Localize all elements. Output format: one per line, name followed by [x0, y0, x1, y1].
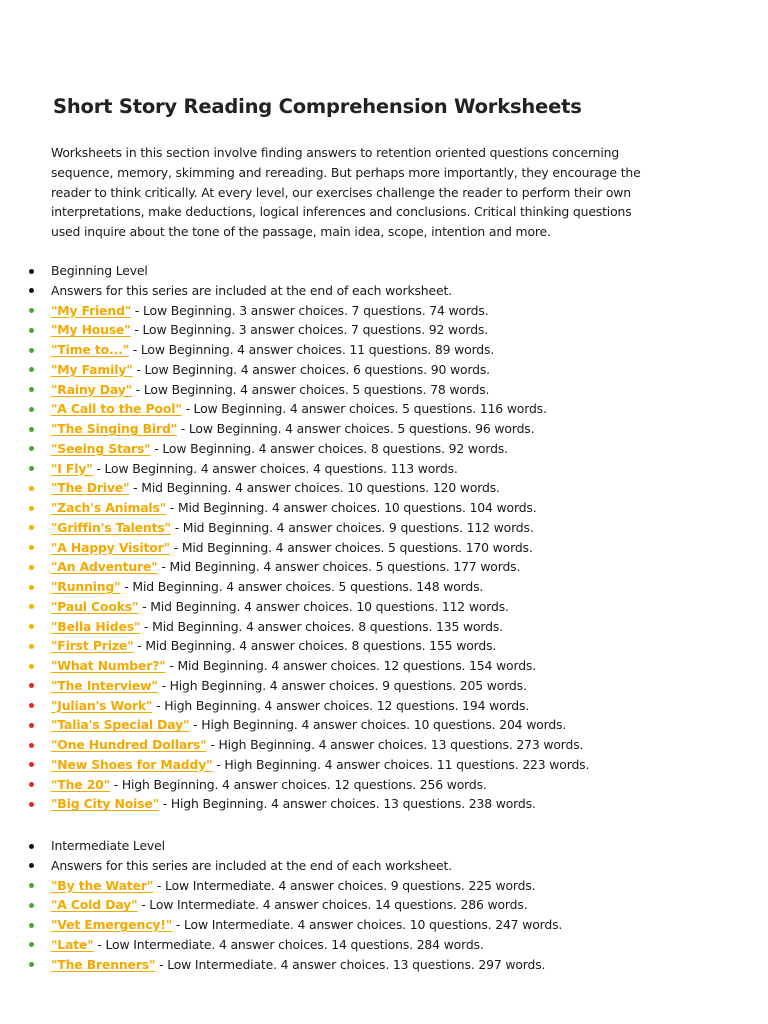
bullet-icon — [29, 624, 34, 629]
list-item — [0, 518, 768, 538]
list-item — [0, 715, 768, 735]
bullet-icon — [29, 585, 34, 590]
list-item — [0, 459, 768, 479]
worksheet-description: - High Beginning. 4 answer choices. 12 questions. 194 words. — [152, 697, 530, 713]
list-item-text — [51, 876, 535, 896]
worksheet-link[interactable]: "The 20" — [51, 776, 110, 792]
intro-line: interpretations, make deductions, logical inferences and conclusions. Critical thinking questions — [51, 204, 632, 220]
bullet-icon — [29, 703, 34, 708]
bullet-icon — [29, 525, 34, 530]
bullet-icon — [29, 506, 34, 511]
bullet-icon — [29, 387, 34, 392]
worksheet-description: - Low Intermediate. 4 answer choices. 13 questions. 297 words. — [155, 956, 546, 972]
bullet-icon — [29, 565, 34, 570]
list-item — [0, 656, 768, 676]
worksheet-description: - Low Beginning. 3 answer choices. 7 questions. 92 words. — [130, 322, 488, 338]
list-item — [0, 755, 768, 775]
list-item — [0, 281, 768, 301]
list-item-text — [51, 775, 487, 795]
worksheet-description: - Mid Beginning. 4 answer choices. 10 questions. 120 words. — [129, 480, 500, 496]
worksheet-link[interactable]: "Rainy Day" — [51, 381, 132, 397]
worksheet-link[interactable]: "Running" — [51, 579, 121, 594]
bullet-icon — [29, 802, 34, 807]
bullet-icon — [29, 604, 34, 609]
worksheet-link[interactable]: "Zach's Animals" — [51, 500, 167, 515]
list-item — [0, 419, 768, 439]
worksheet-link[interactable]: "The Drive" — [51, 480, 130, 496]
list-item — [0, 696, 768, 716]
list-item — [0, 399, 768, 419]
list-item — [0, 935, 768, 955]
list-item-text — [51, 617, 503, 637]
list-item-text — [51, 419, 534, 439]
worksheet-link[interactable]: "Vet Emergency!" — [51, 917, 173, 932]
list-item — [0, 676, 768, 696]
list-item — [0, 794, 768, 814]
worksheet-link[interactable]: "Time to..." — [51, 342, 129, 357]
worksheet-link[interactable]: "Paul Cooks" — [51, 598, 139, 614]
worksheet-description: - Low Intermediate. 4 answer choices. 14 questions. 286 words. — [137, 897, 528, 913]
level-heading: Intermediate Level — [51, 838, 165, 853]
worksheet-description: - High Beginning. 4 answer choices. 12 questions. 256 words. — [109, 776, 487, 792]
intro-line: sequence, memory, skimming and rereading. But perhaps more importantly, they encourage the — [51, 164, 641, 180]
list-item-text — [51, 895, 527, 915]
list-item-text — [51, 935, 484, 955]
worksheet-description: - Low Intermediate. 4 answer choices. 14 questions. 284 words. — [93, 936, 484, 952]
list-item-text — [51, 261, 148, 281]
worksheet-link[interactable]: "Talia's Special Day" — [51, 717, 190, 733]
list-item-text — [51, 656, 536, 676]
list-item-text — [51, 360, 490, 380]
worksheet-link[interactable]: "A Cold Day" — [51, 897, 138, 913]
list-item-text — [51, 577, 483, 597]
worksheet-link[interactable]: "A Call to the Pool" — [51, 401, 182, 417]
list-item-text — [51, 478, 500, 498]
worksheet-link[interactable]: "My Friend" — [51, 302, 132, 318]
list-item — [0, 498, 768, 518]
worksheet-link[interactable]: "The Brenners" — [51, 956, 156, 972]
worksheet-description: - High Beginning. 4 answer choices. 13 questions. 273 words. — [206, 737, 584, 752]
worksheet-link[interactable]: "I Fly" — [51, 460, 93, 476]
worksheet-link[interactable]: "A Happy Visitor" — [51, 539, 170, 555]
bullet-icon — [29, 545, 34, 550]
list-item — [0, 617, 768, 637]
bullet-icon — [29, 486, 34, 491]
list-item-text — [51, 955, 545, 975]
bullet-icon — [29, 446, 34, 451]
list-item-text — [51, 636, 496, 656]
worksheet-description: - Low Beginning. 4 answer choices. 5 questions. 96 words. — [177, 421, 535, 436]
list-item — [0, 261, 768, 281]
level-heading: Beginning Level — [51, 263, 148, 278]
list-item — [0, 320, 768, 340]
worksheet-description: - Mid Beginning. 4 answer choices. 10 questions. 104 words. — [166, 500, 537, 515]
list-item — [0, 360, 768, 380]
worksheet-description: - Low Beginning. 4 answer choices. 8 questions. 92 words. — [150, 440, 508, 456]
worksheet-description: - Low Beginning. 4 answer choices. 5 questions. 116 words. — [181, 401, 547, 417]
worksheet-link[interactable]: "The Singing Bird" — [51, 421, 177, 436]
list-item-text — [51, 755, 589, 775]
list-item — [0, 557, 768, 577]
bullet-icon — [29, 466, 34, 471]
worksheet-description: - Mid Beginning. 4 answer choices. 8 questions. 135 words. — [140, 618, 503, 634]
list-item-text — [51, 794, 536, 814]
list-item — [0, 340, 768, 360]
worksheet-link[interactable]: "The Interview" — [51, 677, 158, 693]
worksheet-description: - Low Beginning. 3 answer choices. 7 questions. 74 words. — [131, 302, 489, 318]
list-item — [0, 836, 768, 856]
worksheet-description: - Mid Beginning. 4 answer choices. 10 questions. 112 words. — [138, 598, 509, 614]
worksheet-description: - Low Intermediate. 4 answer choices. 9 questions. 225 words. — [153, 877, 536, 893]
bullet-icon — [29, 644, 34, 649]
list-item-text — [51, 498, 537, 518]
list-item-text — [51, 518, 534, 538]
bullet-icon — [29, 903, 34, 908]
list-item — [0, 301, 768, 321]
worksheet-description: - Mid Beginning. 4 answer choices. 5 questions. 148 words. — [120, 579, 484, 594]
bullet-icon — [29, 348, 34, 353]
list-item-text — [51, 597, 509, 617]
worksheet-description: - High Beginning. 4 answer choices. 10 questions. 204 words. — [189, 717, 567, 733]
list-item-text — [51, 676, 527, 696]
bullet-icon — [29, 923, 34, 928]
list-item-text — [51, 836, 165, 856]
bullet-icon — [29, 308, 34, 313]
worksheet-link[interactable]: "One Hundred Dollars" — [51, 737, 207, 752]
bullet-icon — [29, 844, 34, 849]
worksheet-description: - High Beginning. 4 answer choices. 11 questions. 223 words. — [212, 756, 590, 772]
list-item-text — [51, 340, 494, 360]
list-item-text — [51, 301, 488, 321]
worksheet-link[interactable]: "Bella Hides" — [51, 618, 141, 634]
worksheet-description: - Low Beginning. 4 answer choices. 4 questions. 113 words. — [92, 460, 458, 476]
answers-note: Answers for this series are included at the end of each worksheet. — [51, 857, 452, 873]
worksheet-description: - Mid Beginning. 4 answer choices. 8 questions. 155 words. — [133, 638, 497, 654]
intro-line: reader to think critically. At every level, our exercises challenge the reader to perform their own — [51, 184, 631, 200]
bullet-icon — [29, 407, 34, 412]
bullet-icon — [29, 962, 34, 967]
list-item-text — [51, 915, 562, 935]
worksheet-description: - Low Intermediate. 4 answer choices. 10 questions. 247 words. — [172, 917, 563, 932]
bullet-icon — [29, 782, 34, 787]
worksheet-link[interactable]: "New Shoes for Maddy" — [51, 756, 213, 772]
intro-line: used inquire about the tone of the passage, main idea, scope, intention and more. — [51, 224, 551, 240]
list-item — [0, 876, 768, 896]
intro-paragraph — [51, 143, 691, 242]
list-item — [0, 775, 768, 795]
bullet-icon — [29, 367, 34, 372]
worksheet-link[interactable]: "First Prize" — [51, 638, 134, 654]
list-item-text — [51, 715, 566, 735]
worksheet-link[interactable]: "My House" — [51, 322, 131, 338]
bullet-icon — [29, 743, 34, 748]
worksheet-description: - Mid Beginning. 4 answer choices. 5 questions. 170 words. — [169, 539, 533, 555]
bullet-icon — [29, 883, 34, 888]
worksheet-description: - Low Beginning. 4 answer choices. 5 questions. 78 words. — [131, 381, 490, 397]
list-item — [0, 439, 768, 459]
worksheet-description: - Mid Beginning. 4 answer choices. 12 questions. 154 words. — [165, 658, 537, 673]
list-item — [0, 577, 768, 597]
bullet-icon — [29, 328, 34, 333]
list-item — [0, 538, 768, 558]
list-item-text — [51, 696, 529, 716]
worksheet-description: - High Beginning. 4 answer choices. 9 questions. 205 words. — [157, 677, 527, 693]
list-item — [0, 895, 768, 915]
worksheet-description: - High Beginning. 4 answer choices. 13 questions. 238 words. — [158, 796, 536, 812]
bullet-icon — [29, 762, 34, 767]
bullet-icon — [29, 863, 34, 868]
worksheet-link[interactable]: "Julian's Work" — [51, 697, 153, 713]
list-item-text — [51, 735, 583, 755]
worksheet-description: - Low Beginning. 4 answer choices. 6 questions. 90 words. — [132, 361, 490, 377]
bullet-icon — [29, 427, 34, 432]
list-item-text — [51, 399, 547, 419]
worksheet-link[interactable]: "Late" — [51, 936, 94, 952]
worksheet-description: - Mid Beginning. 4 answer choices. 5 questions. 177 words. — [157, 559, 521, 575]
worksheet-link[interactable]: "My Family" — [51, 361, 133, 377]
bullet-icon — [29, 683, 34, 688]
list-item-text — [51, 557, 520, 577]
list-item-text — [51, 320, 488, 340]
worksheet-description: - Mid Beginning. 4 answer choices. 9 questions. 112 words. — [170, 519, 534, 535]
list-item-text — [51, 380, 489, 400]
beginning-level-list — [0, 261, 768, 814]
list-item — [0, 856, 768, 876]
worksheet-link[interactable]: "Seeing Stars" — [51, 440, 151, 456]
worksheet-description: - Low Beginning. 4 answer choices. 11 questions. 89 words. — [129, 342, 495, 357]
worksheet-link[interactable]: "An Adventure" — [51, 559, 158, 575]
list-item-text — [51, 459, 458, 479]
worksheet-link[interactable]: "Griffin's Talents" — [51, 519, 171, 535]
list-item-text — [51, 538, 533, 558]
list-item — [0, 735, 768, 755]
bullet-icon — [29, 288, 34, 293]
bullet-icon — [29, 664, 34, 669]
answers-note: Answers for this series are included at the end of each worksheet. — [51, 282, 452, 298]
list-item-text — [51, 281, 452, 301]
list-item-text — [51, 856, 452, 876]
list-item-text — [51, 439, 508, 459]
page-title: Short Story Reading Comprehension Worksheets — [53, 95, 582, 118]
worksheet-link[interactable]: "By the Water" — [51, 877, 154, 893]
bullet-icon — [29, 269, 34, 274]
bullet-icon — [29, 723, 34, 728]
list-item — [0, 636, 768, 656]
list-item — [0, 955, 768, 975]
list-item — [0, 478, 768, 498]
bullet-icon — [29, 942, 34, 947]
list-item — [0, 597, 768, 617]
list-item — [0, 380, 768, 400]
worksheet-link[interactable]: "What Number?" — [51, 658, 166, 673]
intro-line: Worksheets in this section involve finding answers to retention oriented questions concerning — [51, 145, 620, 160]
intermediate-level-list — [0, 836, 768, 974]
list-item — [0, 915, 768, 935]
worksheet-link[interactable]: "Big City Noise" — [51, 796, 159, 812]
